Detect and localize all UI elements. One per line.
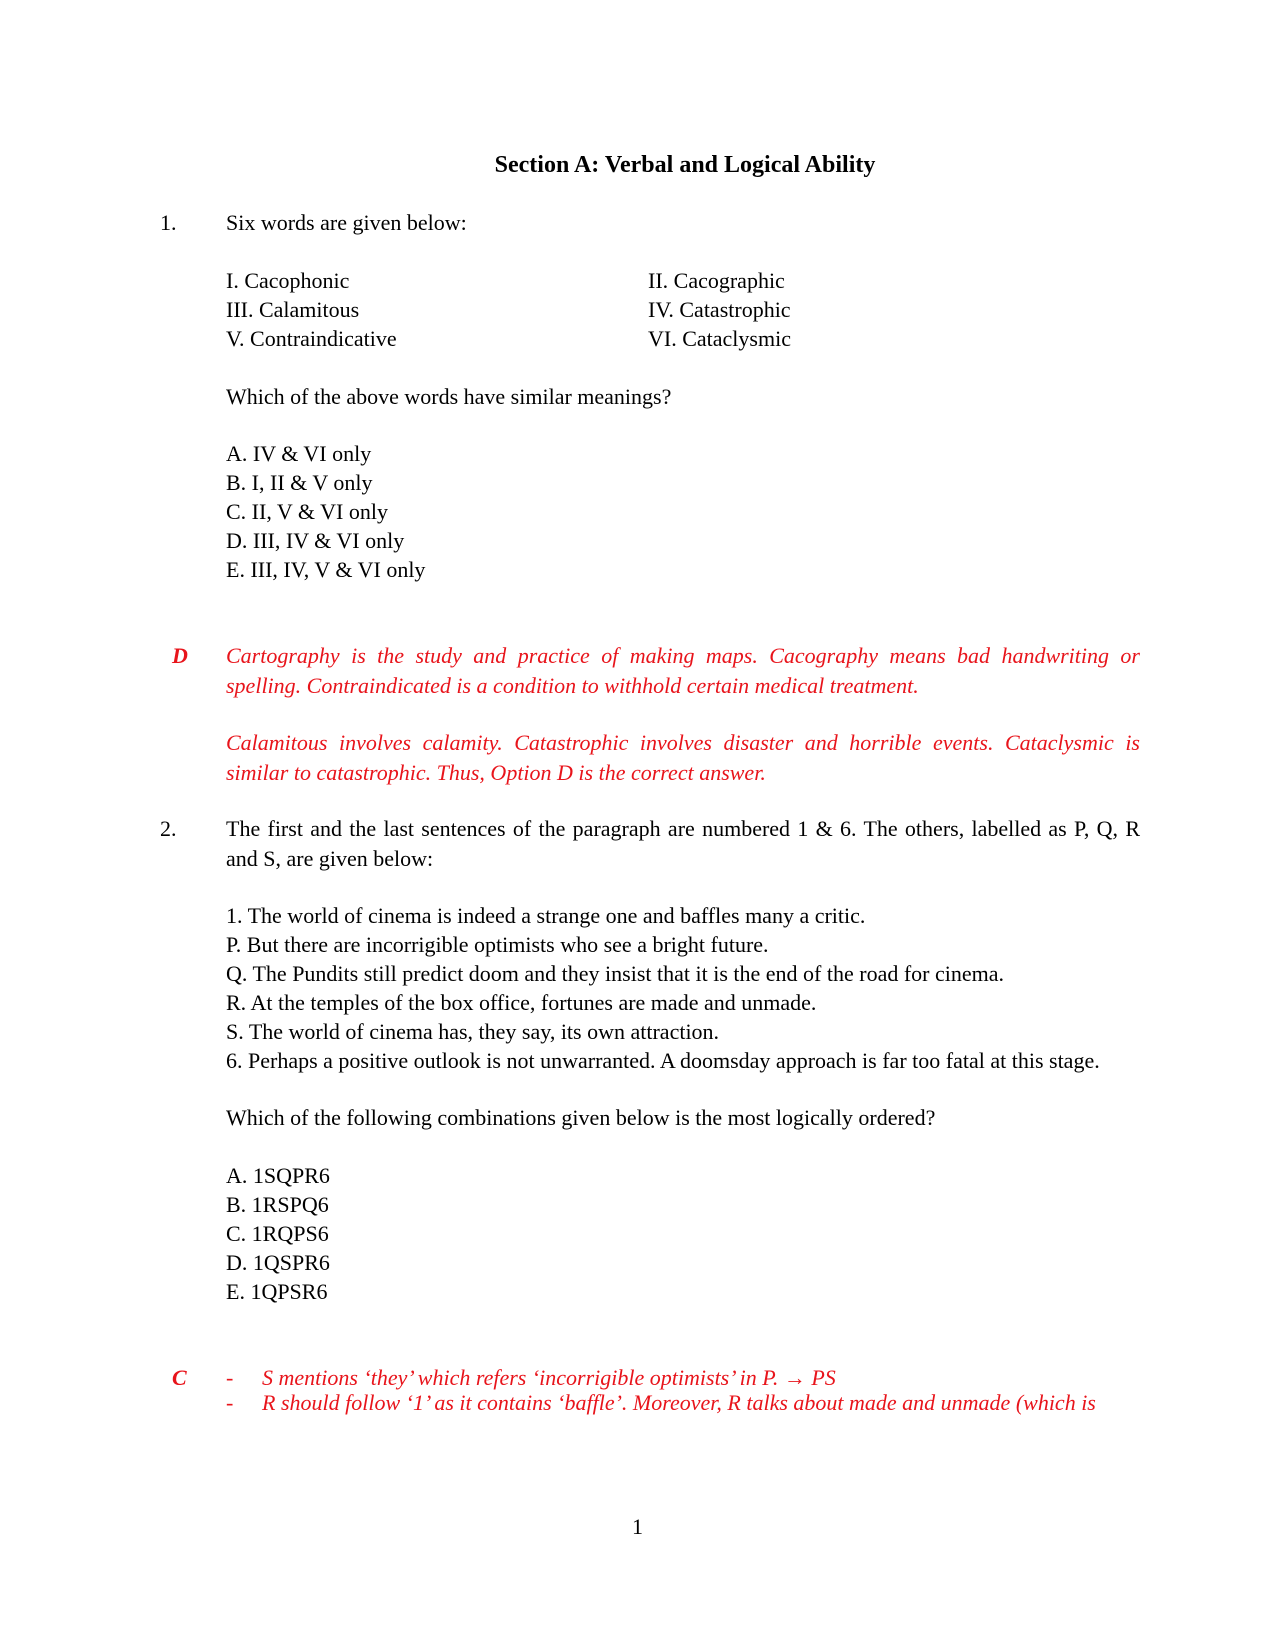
paragraph-sentence: R. At the temples of the box office, fortunes are made and unmade. bbox=[226, 990, 817, 1015]
question-1-number: 1. bbox=[160, 210, 177, 235]
question-1-explanation: Calamitous involves calamity. Catastrophic involves disaster and horrible events. Cataclysmic is similar to catastrophic. Thus, Option D is the correct answer. bbox=[226, 730, 1140, 785]
word-option: VI. Cataclysmic bbox=[648, 326, 791, 351]
answer-option: E. 1QPSR6 bbox=[226, 1279, 328, 1304]
page-number: 1 bbox=[632, 1514, 643, 1539]
question-1-stem: Six words are given below: bbox=[226, 210, 467, 235]
answer-option: B. 1RSPQ6 bbox=[226, 1192, 329, 1217]
answer-option: B. I, II & V only bbox=[226, 470, 373, 495]
answer-option: D. 1QSPR6 bbox=[226, 1250, 330, 1275]
word-option: V. Contraindicative bbox=[226, 326, 397, 351]
question-1-answer-key: D bbox=[172, 643, 188, 668]
word-option: IV. Catastrophic bbox=[648, 297, 791, 322]
answer-option: A. IV & VI only bbox=[226, 441, 372, 466]
paragraph-sentence: Q. The Pundits still predict doom and they insist that it is the end of the road for cinema. bbox=[226, 961, 1005, 986]
answer-option: C. 1RQPS6 bbox=[226, 1221, 329, 1246]
question-1-explanation: Cartography is the study and practice of making maps. Cacography means bad handwriting or spelling. Contraindicated is a condition to withhold certain medical treatment. bbox=[226, 643, 1140, 698]
bullet-dash: - bbox=[226, 1365, 234, 1390]
word-option: I. Cacophonic bbox=[226, 268, 350, 293]
question-2-explanation: S mentions ‘they’ which refers ‘incorrigible optimists’ in P. → PS bbox=[262, 1365, 836, 1390]
paragraph-sentence: S. The world of cinema has, they say, its own attraction. bbox=[226, 1019, 720, 1044]
paragraph-sentence: 6. Perhaps a positive outlook is not unwarranted. A doomsday approach is far too fatal at this stage. bbox=[226, 1048, 1100, 1073]
answer-option: A. 1SQPR6 bbox=[226, 1163, 330, 1188]
answer-option: D. III, IV & VI only bbox=[226, 528, 405, 553]
answer-option: C. II, V & VI only bbox=[226, 499, 388, 524]
question-2-number: 2. bbox=[160, 816, 177, 841]
question-2-stem: The first and the last sentences of the paragraph are numbered 1 & 6. The others, labelled as P, Q, R and S, are given below: bbox=[226, 816, 1140, 871]
paragraph-sentence: P. But there are incorrigible optimists who see a bright future. bbox=[226, 932, 769, 957]
answer-option: E. III, IV, V & VI only bbox=[226, 557, 426, 582]
bullet-dash: - bbox=[226, 1390, 234, 1415]
paragraph-sentence: 1. The world of cinema is indeed a strange one and baffles many a critic. bbox=[226, 903, 866, 928]
question-2-explanation: R should follow ‘1’ as it contains ‘baffle’. Moreover, R talks about made and unmade (which is bbox=[262, 1390, 1096, 1415]
question-2-prompt: Which of the following combinations given below is the most logically ordered? bbox=[226, 1105, 936, 1130]
question-2-answer-key: C bbox=[172, 1365, 187, 1390]
section-title: Section A: Verbal and Logical Ability bbox=[494, 152, 876, 178]
word-option: III. Calamitous bbox=[226, 297, 360, 322]
question-1-prompt: Which of the above words have similar meanings? bbox=[226, 384, 672, 409]
word-option: II. Cacographic bbox=[648, 268, 785, 293]
